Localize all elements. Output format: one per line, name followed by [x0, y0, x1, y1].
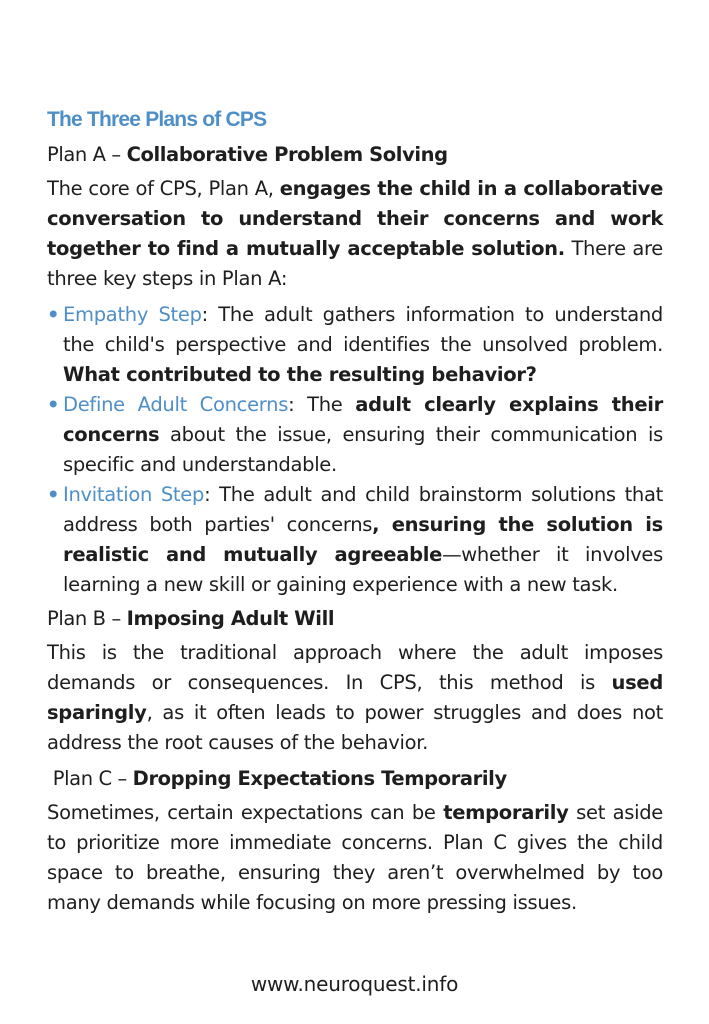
step-invitation-bold: , ensuring the solution is realistic and mutually agreeable — [63, 513, 663, 566]
content — [47, 108, 663, 924]
plan-a-steps — [47, 300, 663, 600]
plan-c-paragraph — [47, 798, 663, 918]
plan-c-text-1: Sometimes, certain expectations can be — [47, 801, 444, 824]
plan-b-bold: used sparingly — [47, 671, 663, 724]
plan-b-name: Imposing Adult Will — [126, 607, 335, 630]
page-title: The Three Plans of CPS — [47, 108, 267, 131]
step-empathy — [47, 300, 663, 390]
step-define-text-1: : The — [288, 393, 356, 416]
plan-c-heading — [47, 764, 663, 794]
plan-b-text-2: , as it often leads to power struggles and does not address the root causes of the behavior. — [47, 701, 663, 754]
step-define-text-2: about the issue, ensuring their communication is specific and understandable. — [63, 423, 663, 476]
bullet-icon: • — [47, 393, 60, 416]
plan-b-text-1: This is the traditional approach where the adult imposes demands or consequences. In CPS, this method is — [47, 641, 663, 694]
step-invitation — [47, 480, 663, 600]
plan-a-bold: engages the child in a collaborative conversation to understand their concerns and work together to find a mutually acceptable solution. — [47, 177, 664, 260]
plan-a-prefix: Plan A – — [47, 143, 127, 166]
plan-b-prefix: Plan B – — [47, 607, 127, 630]
step-empathy-text: : The adult gathers information to understand the child's perspective and identifies the unsolved problem. — [63, 303, 664, 356]
plan-a-heading — [47, 140, 663, 170]
plan-a-text-1: The core of CPS, Plan A, — [47, 177, 280, 200]
plan-a-paragraph — [47, 174, 663, 294]
plan-c-name: Dropping Expectations Temporarily — [132, 767, 507, 790]
step-define-name: Define Adult Concerns — [63, 393, 289, 416]
step-empathy-bold: What contributed to the resulting behavior? — [63, 363, 537, 386]
plan-a-name: Collaborative Problem Solving — [126, 143, 448, 166]
footer-url: www.neuroquest.info — [250, 972, 459, 996]
step-empathy-name: Empathy Step — [63, 303, 202, 326]
step-invitation-text-2: —whether it involves learning a new skill or gaining experience with a new task. — [63, 543, 663, 596]
plan-a-text-2: There are three key steps in Plan A: — [47, 237, 663, 290]
plan-c-text-2: set aside to prioritize more immediate concerns. Plan C gives the child space to breathe, ensuring they aren’t overwhelmed by too many demands while focusing on more pressing issues. — [47, 801, 663, 914]
plan-c-prefix: Plan C – — [47, 767, 133, 790]
step-invitation-text-1: : The adult and child brainstorm solutions that address both parties' concerns — [63, 483, 663, 536]
plan-b-heading — [47, 604, 663, 634]
plan-c-bold: temporarily — [443, 801, 569, 824]
step-define-bold: adult clearly explains their concerns — [63, 393, 663, 446]
step-define-concerns — [47, 390, 663, 480]
plan-b-paragraph — [47, 638, 663, 758]
bullet-icon: • — [47, 483, 60, 506]
bullet-icon: • — [47, 303, 60, 326]
step-invitation-name: Invitation Step — [63, 483, 205, 506]
